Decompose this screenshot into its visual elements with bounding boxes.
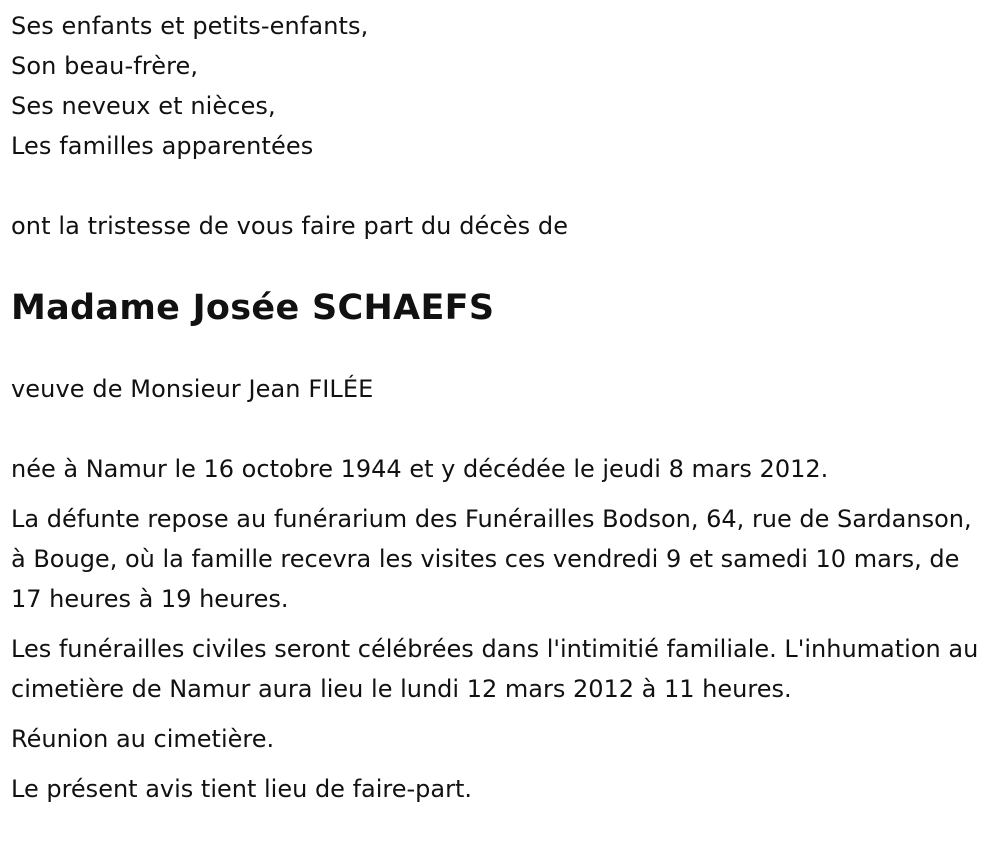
family-line: Ses enfants et petits-enfants, xyxy=(11,12,369,40)
widow-of: veuve de Monsieur Jean FILÉE xyxy=(11,375,374,403)
announcement: ont la tristesse de vous faire part du décès de xyxy=(11,212,569,240)
family-line: Son beau-frère, xyxy=(11,52,199,80)
birth-death-paragraph: née à Namur le 16 octobre 1944 et y décédée le jeudi 8 mars 2012. xyxy=(11,455,829,483)
deceased-name: Madame Josée SCHAEFS xyxy=(11,288,495,328)
family-line: Ses neveux et nièces, xyxy=(11,92,276,120)
funerarium-paragraph: La défunte repose au funérarium des Funérailles Bodson, 64, rue de Sardanson, à Bouge, où la famille recevra les visites ces vendredi 9 et samedi 10 mars, de 17 heures à 19 heures. xyxy=(11,505,972,613)
family-line: Les familles apparentées xyxy=(11,132,314,160)
meeting-paragraph: Réunion au cimetière. xyxy=(11,725,275,753)
family-list xyxy=(11,6,986,166)
obituary-notice xyxy=(11,0,986,809)
closing-paragraph: Le présent avis tient lieu de faire-part. xyxy=(11,775,473,803)
funeral-paragraph: Les funérailles civiles seront célébrées dans l'intimitié familiale. L'inhumation au cimetière de Namur aura lieu le lundi 12 mars 2012 à 11 heures. xyxy=(11,635,979,703)
